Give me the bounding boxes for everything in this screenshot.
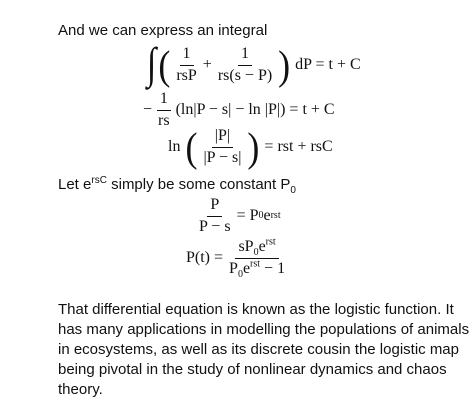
equation-lhs: P(t) =	[186, 249, 224, 266]
fraction-1-over-rsP	[173, 46, 199, 85]
let-text-middle: simply be some constant P	[106, 176, 291, 193]
num-sP: sP	[238, 237, 254, 255]
denominator: P − s	[199, 217, 231, 235]
exponent-rsC: rsC	[91, 175, 107, 186]
equation-ratio-constant: $\frac{P}{P - s}$ = P 0 e rst	[193, 195, 281, 237]
denominator: rs(s − P)	[217, 66, 273, 84]
fraction-1-over-rs-s-P	[215, 46, 275, 85]
minus-one: − 1	[260, 259, 286, 277]
numerator: P	[207, 197, 222, 217]
intro-text: And we can express an integral	[58, 22, 268, 39]
numerator: 1	[238, 46, 252, 66]
let-constant-line	[58, 176, 296, 194]
subscript-zero: 0	[253, 246, 259, 258]
numerator	[235, 236, 278, 259]
den-P: P	[229, 259, 238, 277]
right-paren: )	[247, 124, 260, 170]
let-text-start: Let e	[58, 176, 92, 193]
left-paren: (	[158, 42, 171, 88]
numerator: 1	[157, 91, 171, 111]
paragraph-line: theory.	[58, 381, 103, 398]
fraction-abs-P-over-abs-P-minus-s	[200, 128, 244, 167]
minus-sign: −	[143, 101, 153, 118]
paragraph-line: in ecosystems, as well as its discrete cousin the logistic map	[58, 341, 459, 358]
exp-base: e	[242, 259, 251, 277]
denominator: rsP	[176, 66, 197, 84]
left-paren: (	[185, 124, 198, 170]
subscript-zero: 0	[237, 268, 243, 280]
logistic-paragraph	[58, 300, 470, 400]
equation-rhs: = rst + rsC	[264, 138, 333, 155]
plus-sign: +	[202, 56, 212, 73]
equation-rhs: (ln|P − s| − ln |P|) = t + C	[175, 101, 335, 118]
exponent-rst: rst	[265, 236, 276, 248]
numerator: 1	[180, 46, 194, 66]
equals-P: = P	[236, 207, 259, 224]
equation-rhs: dP = t + C	[295, 56, 361, 73]
denominator: rs	[158, 111, 170, 129]
exponent-rst: rst	[250, 258, 261, 270]
paragraph-line: has many applications in modelling the populations of animals	[58, 321, 470, 338]
denominator: |P − s|	[203, 148, 242, 166]
fraction-P-over-P-minus-s	[196, 197, 234, 236]
equation-ln-ratio	[168, 124, 333, 170]
paragraph-line: being pivotal in the study of nonlinear dynamics and chaos	[58, 361, 447, 378]
right-paren: )	[278, 42, 291, 88]
denominator	[226, 259, 288, 278]
exp-base: e	[263, 207, 271, 224]
equation-integral	[147, 42, 361, 88]
integral-sign: ∫	[147, 40, 157, 89]
paragraph-line: That differential equation is known as the logistic function. It	[58, 301, 454, 318]
ln-operator: ln	[168, 138, 181, 155]
numerator: |P|	[212, 128, 233, 148]
fraction-logistic	[226, 236, 288, 280]
equation-logistic-solution	[186, 236, 291, 280]
subscript-zero: 0	[290, 185, 296, 196]
exp-base: e	[258, 237, 266, 255]
